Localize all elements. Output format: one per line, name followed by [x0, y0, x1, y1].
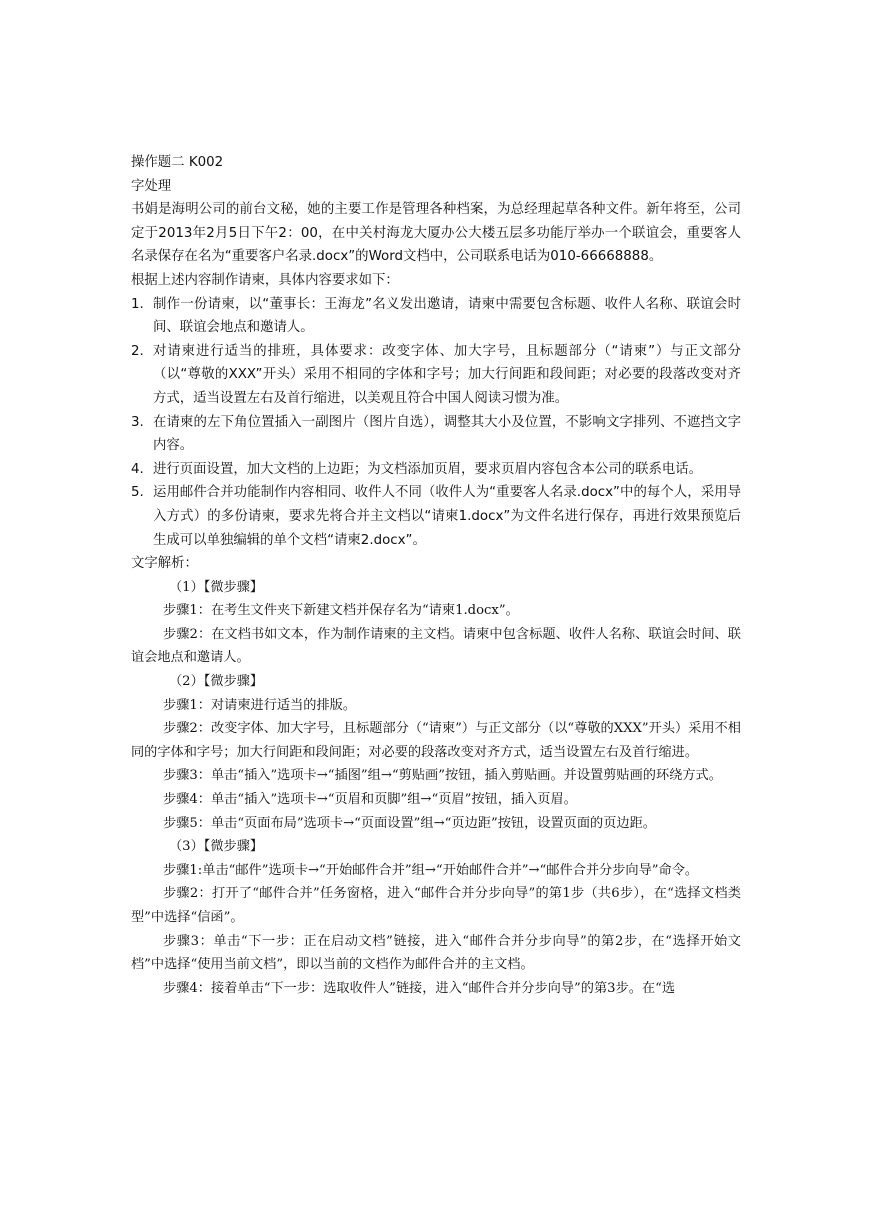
requirements-intro: 根据上述内容制作请柬，具体内容要求如下： — [131, 272, 399, 288]
requirement-number: 5. — [131, 485, 144, 501]
requirement-text: 对请柬进行适当的排班，具体要求：改变字体、加大字号，且标题部分（“请柬”）与正文部分（以“尊敬的XXX”开头）采用不相同的字体和字号；加大行间距和段间距；对必要的段落改变对齐方式，适当设置左右及首行缩进，以美观且符合中国人阅读习惯为准。 — [153, 343, 741, 406]
document-body — [131, 151, 741, 1000]
requirement-item — [131, 340, 741, 411]
section3-step: 步骤2：打开了“邮件合并”任务窗格，进入“邮件合并分步向导”的第1步（共6步），在“选择文档类型”中选择“信函”。 — [131, 886, 741, 925]
requirement-item — [131, 458, 741, 482]
section3-step: 步骤4：接着单击“下一步：选取收件人”链接，进入“邮件合并分步向导”的第3步。在“选 — [163, 980, 676, 996]
requirements-list — [131, 293, 741, 553]
section2-step: 步骤3：单击“插入”选项卡→“插图”组→“剪贴画”按钮，插入剪贴画。并设置剪贴画的环绕方式。 — [163, 768, 722, 784]
requirement-text: 在请柬的左下角位置插入一副图片（图片自选），调整其大小及位置，不影响文字排列、不遮挡文字内容。 — [153, 414, 741, 454]
requirement-text: 制作一份请柬，以“董事长：王海龙”名义发出邀请，请柬中需要包含标题、收件人名称、联谊会时间、联谊会地点和邀请人。 — [153, 296, 741, 336]
section2-heading: （2）【微步骤】 — [169, 674, 264, 690]
requirement-number: 3. — [131, 414, 144, 430]
section1-heading: （1）【微步骤】 — [169, 579, 264, 595]
section1-step: 步骤2：在文档书如文本，作为制作请柬的主文档。请柬中包含标题、收件人名称、联谊会时间、联谊会地点和邀请人。 — [131, 626, 741, 666]
requirement-number: 1. — [131, 296, 144, 312]
doc-heading: 操作题二 K002 — [131, 155, 224, 170]
intro-paragraph: 书娟是海明公司的前台文秘，她的主要工作是管理各种档案，为总经理起草各种文件。新年将至，公司定于2013年2月5日下午2：00，在中关村海龙大厦办公大楼五层多功能厅举办一个联谊会，重要客人名录保存在名为“重要客户名录.docx”的Word文档中，公司联系电话为010-66668888。 — [131, 202, 741, 265]
requirement-item — [131, 293, 741, 340]
section2-step: 步骤4：单击“插入”选项卡→“页眉和页脚”组→“页眉”按钮，插入页眉。 — [163, 792, 577, 808]
analysis-title: 文字解析： — [131, 556, 198, 572]
section3-heading: （3）【微步骤】 — [169, 839, 264, 855]
requirement-text: 进行页面设置，加大文档的上边距；为文档添加页眉，要求页眉内容包含本公司的联系电话。 — [153, 461, 703, 477]
section2-step: 步骤1：对请柬进行适当的排版。 — [163, 697, 357, 713]
section3-step: 步骤3：单击“下一步：正在启动文档”链接，进入“邮件合并分步向导”的第2步，在“选择开始文档”中选择“使用当前文档”，即以当前的文档作为邮件合并的主文档。 — [131, 933, 741, 973]
requirement-item — [131, 411, 741, 458]
section1-step: 步骤1：在考生文件夹下新建文档并保存名为“请柬1.docx”。 — [163, 603, 519, 619]
section2-step: 步骤2：改变字体、加大字号，且标题部分（“请柬”）与正文部分（以“尊敬的XXX”开头）采用不相同的字体和字号；加大行间距和段间距；对必要的段落改变对齐方式，适当设置左右及首行缩进。 — [131, 721, 741, 760]
requirement-number: 2. — [131, 343, 144, 359]
section2-step: 步骤5：单击“页面布局”选项卡→“页面设置”组→“页边距”按钮，设置页面的页边距。 — [163, 815, 656, 831]
doc-subject: 字处理 — [131, 178, 172, 194]
requirement-text: 运用邮件合并功能制作内容相同、收件人不同（收件人为“重要客人名录.docx”中的每个人，采用导入方式）的多份请柬，要求先将合并主文档以“请柬1.docx”为文件名进行保存，再进行效果预览后生成可以单独编辑的单个文档“请柬2.docx”。 — [153, 485, 741, 548]
requirement-item — [131, 481, 741, 552]
requirement-number: 4. — [131, 461, 144, 477]
section3-step: 步骤1:单击“邮件”选项卡→“开始邮件合并”组→“开始邮件合并”→“邮件合并分步向导”命令。 — [163, 862, 699, 878]
